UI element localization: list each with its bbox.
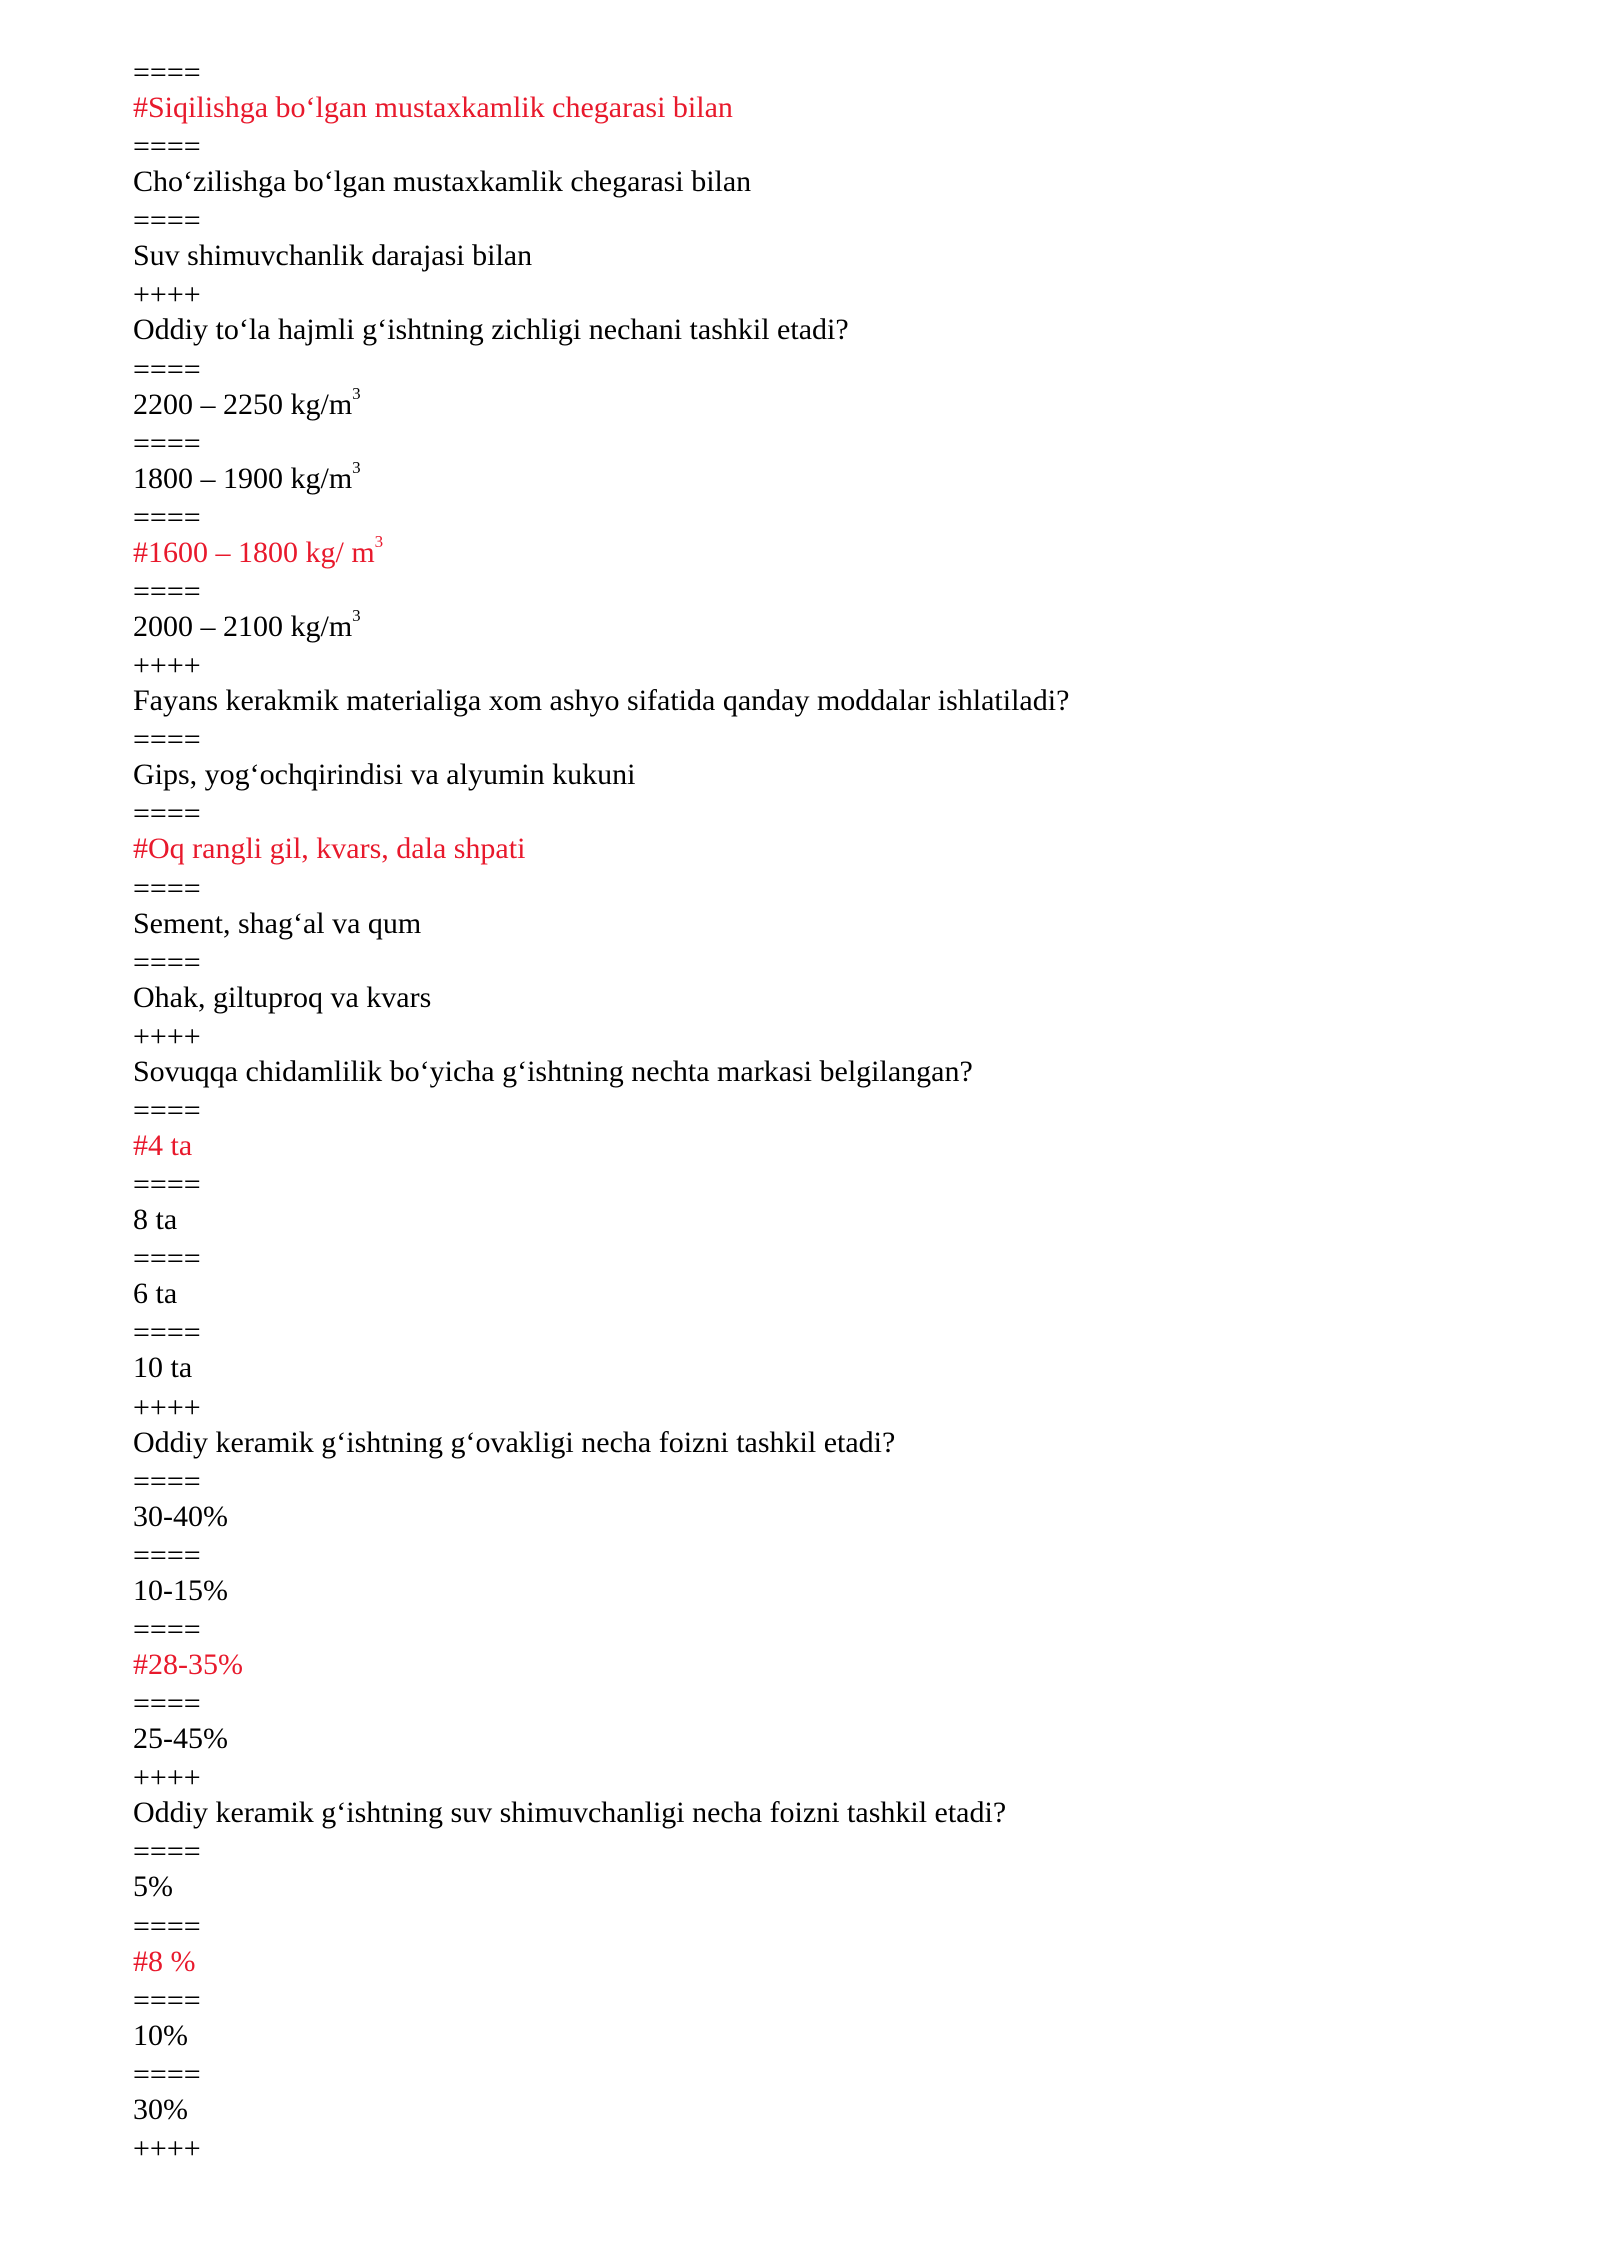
line-text bbox=[133, 1793, 1006, 1833]
line-main-text: Sovuqqa chidamlilik bo‘yicha g‘ishtning nechta markasi belgilangan? bbox=[133, 1054, 973, 1088]
answer-separator: ==== bbox=[133, 1612, 201, 1646]
unit-exponent: 3 bbox=[352, 457, 361, 477]
answer-line bbox=[133, 1837, 1533, 1911]
line-text bbox=[133, 310, 849, 350]
question-line bbox=[133, 651, 1533, 725]
line-main-text: Oddiy keramik g‘ishtning suv shimuvchanligi necha foizni tashkil etadi? bbox=[133, 1796, 1007, 1830]
line-text bbox=[133, 755, 635, 795]
answer-line bbox=[133, 871, 1533, 948]
line-main-text: 10% bbox=[133, 2018, 188, 2052]
answer-line bbox=[133, 426, 1533, 503]
correct-answer-text bbox=[133, 1942, 196, 1982]
test-document bbox=[133, 58, 1533, 2174]
line-main-text: 10 ta bbox=[133, 1351, 193, 1385]
line-main-text: #Oq rangli gil, kvars, dala shpati bbox=[133, 832, 526, 866]
line-text bbox=[133, 1348, 192, 1388]
line-main-text: Oddiy to‘la hajmli g‘ishtning zichligi nechani tashkil etadi? bbox=[133, 313, 849, 347]
question-separator: ++++ bbox=[133, 1019, 201, 1053]
answer-line bbox=[133, 1244, 1533, 1318]
answer-separator: ==== bbox=[133, 2057, 201, 2091]
answer-line bbox=[133, 725, 1533, 799]
line-main-text: #28-35% bbox=[133, 1647, 243, 1681]
line-text bbox=[133, 978, 431, 1018]
line-main-text: 1800 – 1900 kg/m bbox=[133, 461, 353, 495]
answer-separator: ==== bbox=[133, 574, 201, 608]
line-main-text: Sement, shag‘al va qum bbox=[133, 906, 422, 940]
line-main-text: #1600 – 1800 kg/ m bbox=[133, 535, 375, 569]
answer-separator: ==== bbox=[133, 352, 201, 386]
line-main-text: 10-15% bbox=[133, 1573, 228, 1607]
answer-separator: ==== bbox=[133, 1687, 201, 1721]
line-main-text: #8 % bbox=[133, 1944, 196, 1978]
line-text bbox=[133, 1719, 228, 1759]
answer-separator: ==== bbox=[133, 1538, 201, 1572]
line-text bbox=[133, 1571, 228, 1611]
question-separator: ++++ bbox=[133, 1390, 201, 1424]
correct-answer-text bbox=[133, 1126, 192, 1166]
line-main-text: Cho‘zilishga bo‘lgan mustaxkamlik chegarasi bilan bbox=[133, 165, 752, 199]
line-main-text: 8 ta bbox=[133, 1203, 178, 1237]
unit-exponent: 3 bbox=[352, 383, 361, 403]
line-main-text: 2000 – 2100 kg/m bbox=[133, 609, 353, 643]
question-separator: ++++ bbox=[133, 649, 201, 683]
question-separator: ++++ bbox=[133, 1761, 201, 1795]
answer-separator: ==== bbox=[133, 1168, 201, 1202]
line-main-text: Suv shimuvchanlik darajasi bilan bbox=[133, 239, 533, 273]
answer-separator: ==== bbox=[133, 500, 201, 534]
line-main-text: 2200 – 2250 kg/m bbox=[133, 387, 353, 421]
line-main-text: 6 ta bbox=[133, 1277, 178, 1311]
correct-answer-text bbox=[133, 829, 525, 869]
line-main-text: Fayans kerakmik materialiga xom ashyo sifatida qanday moddalar ishlatiladi? bbox=[133, 684, 1070, 718]
separator: ++++ bbox=[133, 2131, 201, 2165]
line-text bbox=[133, 385, 361, 425]
answer-separator: ==== bbox=[133, 56, 201, 89]
line-text bbox=[133, 1200, 177, 1240]
correct-answer-line bbox=[133, 58, 1533, 132]
question-list bbox=[133, 58, 1533, 2134]
line-main-text: 30% bbox=[133, 2092, 188, 2126]
line-text bbox=[133, 1423, 895, 1463]
line-text bbox=[133, 681, 1069, 721]
line-text bbox=[133, 607, 361, 647]
answer-line bbox=[133, 1170, 1533, 1244]
line-main-text: Ohak, giltuproq va kvars bbox=[133, 980, 432, 1014]
correct-answer-text bbox=[133, 88, 733, 128]
question-separator: ++++ bbox=[133, 278, 201, 312]
line-main-text: Gips, yog‘ochqirindisi va alyumin kukuni bbox=[133, 758, 636, 792]
unit-exponent: 3 bbox=[352, 605, 361, 625]
answer-separator: ==== bbox=[133, 945, 201, 979]
correct-answer-text bbox=[133, 533, 383, 573]
line-main-text: 5% bbox=[133, 1870, 173, 1904]
line-text bbox=[133, 1497, 228, 1537]
correct-answer-line bbox=[133, 1612, 1533, 1689]
line-text bbox=[133, 1052, 973, 1092]
answer-separator: ==== bbox=[133, 871, 201, 905]
answer-separator: ==== bbox=[133, 1093, 201, 1127]
answer-separator: ==== bbox=[133, 204, 201, 238]
correct-answer-text bbox=[133, 1645, 243, 1685]
answer-line bbox=[133, 352, 1533, 429]
line-text bbox=[133, 236, 532, 276]
line-text bbox=[133, 2016, 188, 2056]
line-main-text: 30-40% bbox=[133, 1499, 228, 1533]
answer-separator: ==== bbox=[133, 1242, 201, 1276]
line-text bbox=[133, 162, 751, 202]
line-main-text: #4 ta bbox=[133, 1128, 193, 1162]
line-main-text: Oddiy keramik g‘ishtning g‘ovakligi necha foizni tashkil etadi? bbox=[133, 1425, 896, 1459]
question-line bbox=[133, 1390, 1533, 1467]
answer-line bbox=[133, 1689, 1533, 1763]
line-text bbox=[133, 904, 421, 944]
line-main-text: 25-45% bbox=[133, 1722, 228, 1756]
line-main-text: #Siqilishga bo‘lgan mustaxkamlik chegarasi bilan bbox=[133, 91, 733, 124]
line-text bbox=[133, 1867, 173, 1907]
answer-line bbox=[133, 1318, 1533, 1392]
answer-separator: ==== bbox=[133, 426, 201, 460]
answer-separator: ==== bbox=[133, 1835, 201, 1869]
answer-separator: ==== bbox=[133, 130, 201, 164]
answer-line bbox=[133, 206, 1533, 280]
line-text bbox=[133, 2090, 188, 2130]
line-text bbox=[133, 1274, 177, 1314]
question-line bbox=[133, 280, 1533, 354]
unit-exponent: 3 bbox=[374, 531, 384, 551]
correct-answer-line bbox=[133, 1093, 1533, 1170]
answer-line bbox=[133, 945, 1533, 1022]
answer-separator: ==== bbox=[133, 1464, 201, 1498]
correct-answer-line bbox=[133, 1909, 1533, 1986]
question-line bbox=[133, 1019, 1533, 1096]
answer-separator: ==== bbox=[133, 797, 201, 831]
correct-answer-line bbox=[133, 500, 1533, 577]
question-line bbox=[133, 1763, 1533, 1837]
answer-separator: ==== bbox=[133, 1983, 201, 2017]
answer-line bbox=[133, 1983, 1533, 2060]
trailing-separator-line bbox=[133, 2131, 1533, 2174]
correct-answer-line bbox=[133, 799, 1533, 873]
answer-line bbox=[133, 1538, 1533, 1615]
answer-line bbox=[133, 1464, 1533, 1541]
answer-separator: ==== bbox=[133, 723, 201, 757]
answer-separator: ==== bbox=[133, 1909, 201, 1943]
answer-separator: ==== bbox=[133, 1316, 201, 1350]
answer-line bbox=[133, 574, 1533, 651]
answer-line bbox=[133, 2057, 1533, 2134]
answer-line bbox=[133, 132, 1533, 206]
line-text bbox=[133, 459, 361, 499]
